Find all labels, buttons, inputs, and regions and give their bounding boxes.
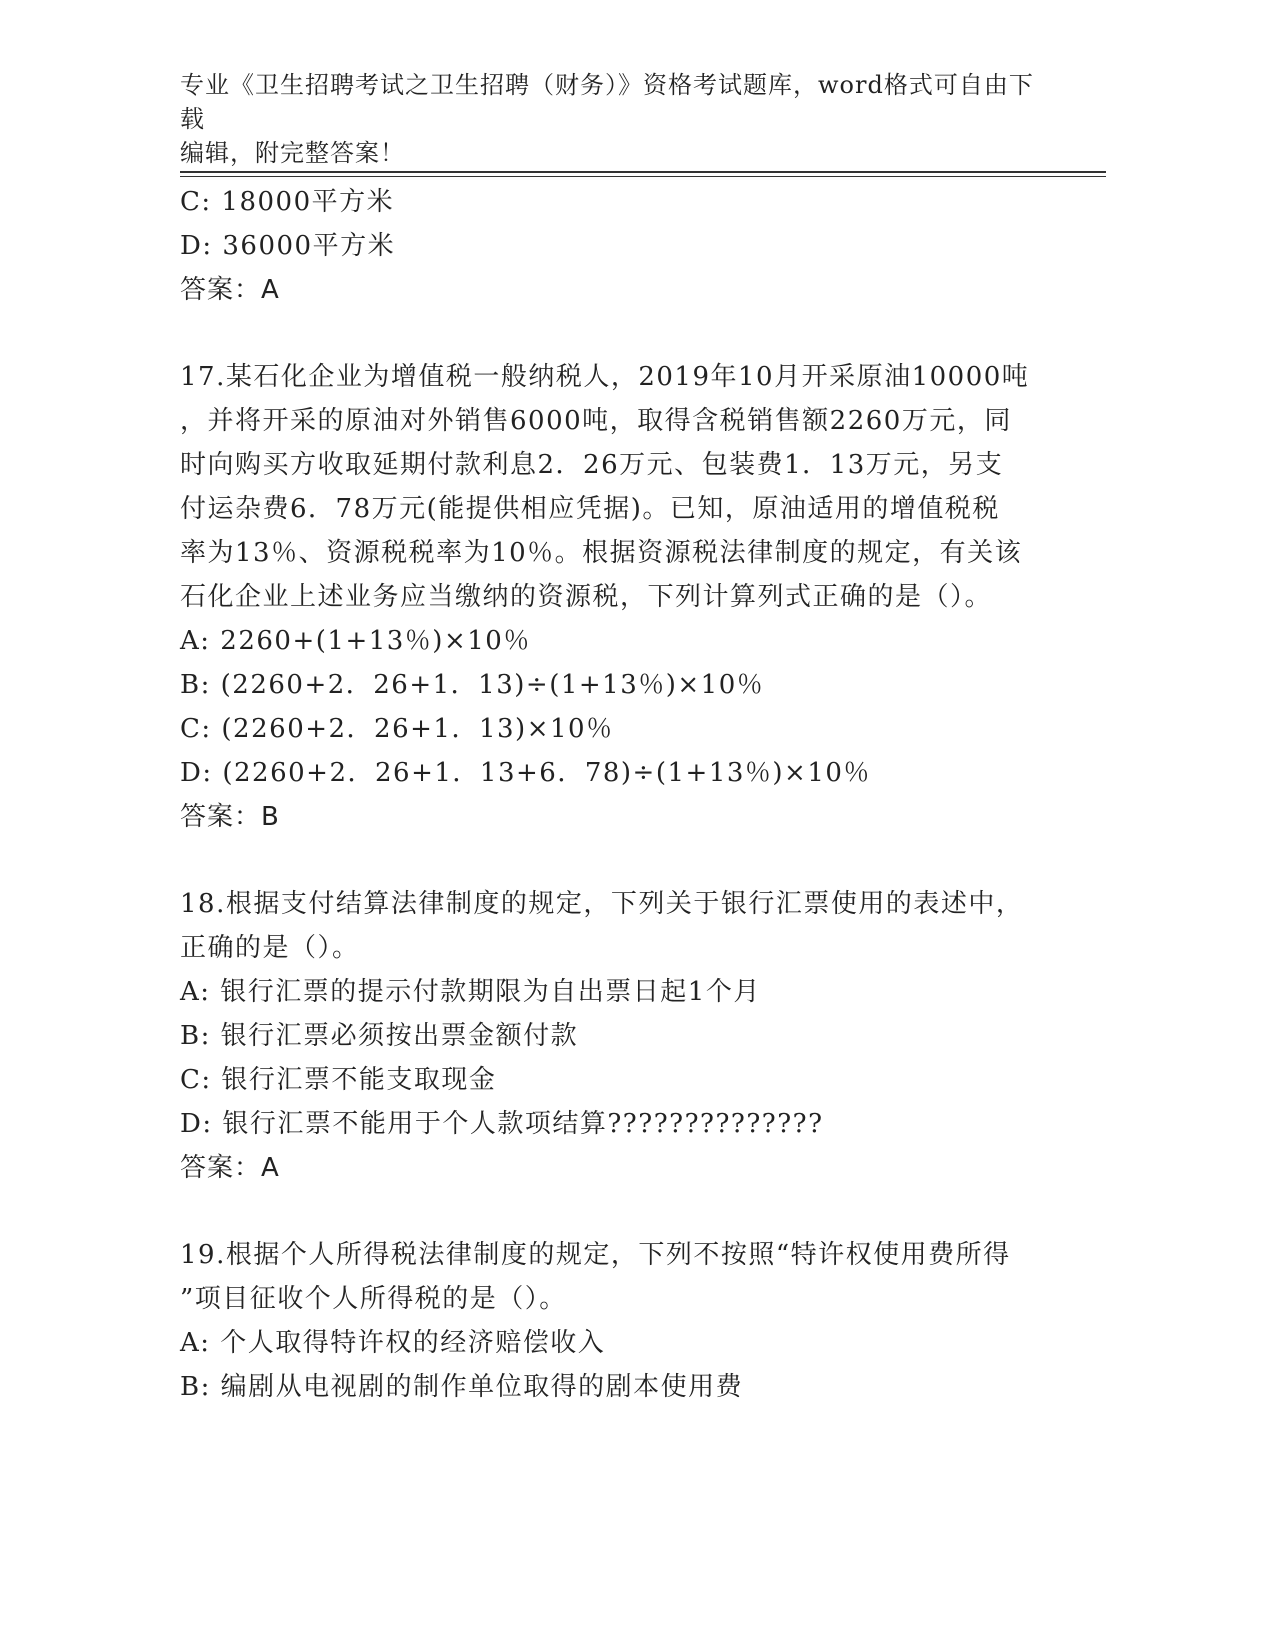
header-divider-thin	[180, 176, 1106, 177]
question-text-line: 17.某石化企业为增值税一般纳税人，2019年10月开采原油10000吨	[180, 362, 1030, 392]
option-b: B: (2260+2．26+1．13)÷(1+13％)×10％	[180, 670, 765, 700]
option-a: A: 2260+(1+13％)×10％	[180, 626, 531, 656]
answer-label: 答案：A	[180, 1153, 280, 1183]
question-text-line: 时向购买方收取延期付款利息2．26万元、包装费1．13万元，另支	[180, 450, 1004, 480]
spacer	[180, 839, 1040, 882]
question-text-line: 付运杂费6．78万元(能提供相应凭据)。已知，原油适用的增值税税	[180, 494, 1000, 524]
question-text-line: 18.根据支付结算法律制度的规定，下列关于银行汇票使用的表述中，	[180, 889, 1024, 919]
option-d: D: (2260+2．26+1．13+6．78)÷(1+13％)×10％	[180, 758, 871, 788]
question-18-text	[180, 882, 1040, 970]
question-19	[180, 1233, 1040, 1409]
option-c: C: (2260+2．26+1．13)×10％	[180, 714, 614, 744]
question-text-line: 率为13％、资源税税率为10％。根据资源税法律制度的规定，有关该	[180, 538, 1023, 568]
answer-label: 答案：A	[180, 275, 280, 305]
question-text-line: 正确的是（）。	[180, 933, 360, 963]
option-c: C: 银行汇票不能支取现金	[180, 1065, 497, 1095]
option-a: A: 银行汇票的提示付款期限为自出票日起1个月	[180, 977, 761, 1007]
header-line-2: 编辑，附完整答案！	[180, 139, 405, 167]
question-19-text	[180, 1233, 1040, 1321]
spacer	[180, 312, 1040, 355]
question-16-tail	[180, 180, 1040, 312]
question-text-line: 19.根据个人所得税法律制度的规定，下列不按照“特许权使用费所得	[180, 1240, 1011, 1270]
question-18	[180, 882, 1040, 1190]
header-divider-thick	[180, 171, 1106, 173]
header-line-1: 专业《卫生招聘考试之卫生招聘（财务）》资格考试题库，word格式可自由下载	[180, 71, 1034, 133]
document-body	[180, 180, 1040, 1409]
question-17-text	[180, 355, 1040, 619]
option-a: A: 个人取得特许权的经济赔偿收入	[180, 1328, 606, 1358]
option-d: D: 36000平方米	[180, 231, 396, 261]
option-d: D: 银行汇票不能用于个人款项结算??????????????	[180, 1109, 824, 1139]
question-text-line: 石化企业上述业务应当缴纳的资源税，下列计算列式正确的是（）。	[180, 582, 993, 612]
option-c: C: 18000平方米	[180, 187, 395, 217]
answer-label: 答案：B	[180, 802, 280, 832]
option-b: B: 编剧从电视剧的制作单位取得的剧本使用费	[180, 1372, 744, 1402]
spacer	[180, 1190, 1040, 1233]
option-b: B: 银行汇票必须按出票金额付款	[180, 1021, 579, 1051]
document-header	[180, 68, 1040, 170]
question-text-line: ，并将开采的原油对外销售6000吨，取得含税销售额2260万元，同	[180, 406, 1012, 436]
question-text-line: ”项目征收个人所得税的是（）。	[180, 1284, 567, 1314]
question-17	[180, 355, 1040, 839]
